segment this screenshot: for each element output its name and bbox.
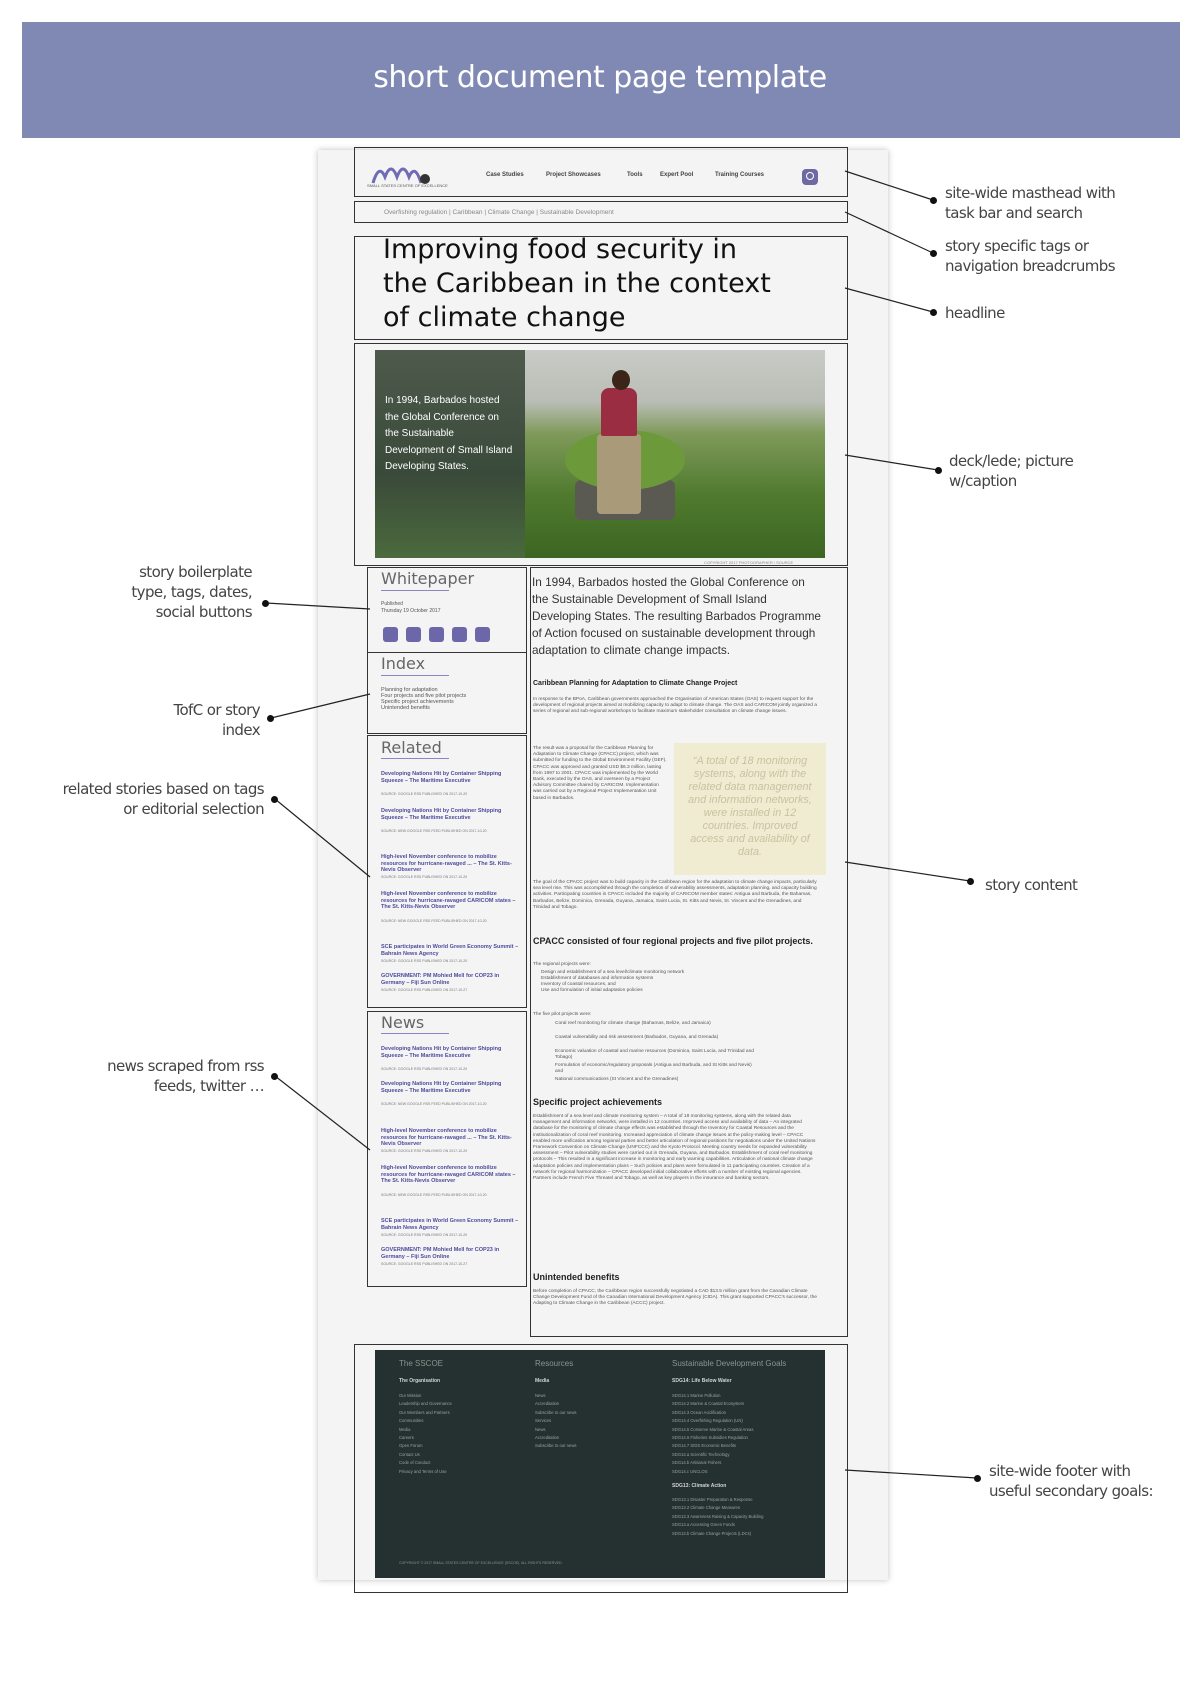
connector-dot (967, 878, 974, 885)
connector-dot (930, 309, 937, 316)
list-item: Establishment of databases and information systems (541, 976, 654, 981)
published-date: Thursday 19 October 2017 (381, 608, 441, 614)
nav-tools[interactable]: Tools (627, 172, 643, 178)
footer-link[interactable]: Communities (399, 1418, 424, 1424)
footer-link[interactable]: SDG13.b Climate Change Projects (LDCs) (672, 1530, 752, 1536)
footer-copyright: COPYRIGHT © 2017 SMALL STATES CENTRE OF EXCELLENCE (SSCOE). ALL RIGHTS RESERVED. (399, 1561, 563, 1565)
list-item: Use and formulation of initial adaptation policies (541, 988, 643, 993)
footer-link[interactable]: Contact Us (399, 1451, 420, 1457)
footer-link[interactable]: SDG14.5 Conserve Marine & Coastal Areas (672, 1426, 754, 1432)
list-item: Formulation of economic/regulatory proposals (Antigua and Barbuda, and St Kitts and Nevis) and (555, 1063, 752, 1075)
list-item: Coral reef monitoring for climate change (Bahamas, Belize, and Jamaica) (555, 1021, 711, 1026)
index-title: Index (381, 654, 426, 673)
news-title: News (381, 1013, 425, 1032)
section-heading: Caribbean Planning for Adaptation to Climate Change Project (533, 680, 738, 687)
list-item: Economic valuation of coastal and marine resources (Dominica, Saint Lucia, and Trinidad and Tobago) (555, 1049, 754, 1061)
footer-link[interactable]: Leadership and Governance (399, 1401, 452, 1407)
news-source: SOURCE: GOOGLE RSS PUBLISHED ON 2017-10-27 (381, 1262, 468, 1266)
related-title: Related (381, 738, 442, 757)
related-source: SOURCE: GOOGLE RSS PUBLISHED ON 2017-10-20 (381, 792, 468, 796)
footer-link[interactable]: SDG13.1 Disaster Preparation & Response (672, 1497, 753, 1502)
footer-link[interactable]: Subscribe to our news (535, 1409, 577, 1415)
footer-link[interactable]: SDG14.3 Ocean Acidification (672, 1409, 727, 1415)
news-source: SOURCE: NEW GOOGLE RSS FEED PUBLISHED ON 2017-10-20 (381, 1102, 487, 1106)
published-label: Published (381, 601, 403, 607)
footer-subheading: Media (535, 1378, 550, 1384)
news-source: SOURCE: GOOGLE RSS PUBLISHED ON 2017-10-20 (381, 1233, 468, 1237)
related-source: SOURCE: GOOGLE RSS PUBLISHED ON 2017-10-20 (381, 959, 468, 963)
connector-dot (974, 1475, 981, 1482)
nav-expert-pool[interactable]: Expert Pool (660, 172, 694, 178)
story-lede: In 1994, Barbados hosted the Global Conference on the Sustainable Development of Small Island Developing States. The resulting Barbados Programme of Action focused on sustainable development through adaptation to climate change impacts. (532, 575, 821, 657)
list-item: National communications (St Vincent and the Grenadines) (555, 1077, 679, 1082)
connector-dot (271, 796, 278, 803)
news-link[interactable]: SCE participates in World Green Economy Summit – Bahrain News Agency (381, 1218, 519, 1231)
annotation-story: story content (985, 876, 1078, 894)
index-item[interactable]: Unintended benefits (381, 705, 430, 711)
related-source: SOURCE: NEW GOOGLE RSS FEED PUBLISHED ON 2017-10-20 (381, 919, 487, 923)
index-item[interactable]: Specific project achievements (381, 699, 454, 705)
index-item[interactable]: Planning for adaptation (381, 687, 438, 693)
footer-link[interactable]: Accreditation (535, 1401, 560, 1407)
annotation-headline: headline (945, 304, 1005, 322)
footer-link[interactable]: Subscribe to our news (535, 1443, 577, 1449)
annotation-toc: TofC or story index (173, 701, 260, 739)
connector-dot (935, 467, 942, 474)
footer-column-title: The SSCOE (399, 1359, 444, 1368)
footer-link[interactable]: SDG14.1 Marine Pollution (672, 1393, 721, 1398)
footer-link[interactable]: Accreditation (535, 1435, 560, 1440)
section-heading: Unintended benefits (533, 1272, 620, 1282)
footer-link[interactable]: Our Members and Partners (399, 1409, 450, 1415)
section-heading: CPACC consisted of four regional projects and five pilot projects. (533, 936, 813, 946)
annotation-tags: story specific tags or navigation breadcrumbs (945, 237, 1115, 275)
footer-link[interactable]: SDG13.a Accessing Green Funds (672, 1522, 735, 1528)
connector-dot (262, 600, 269, 607)
photo-credit: COPYRIGHT 2017 PHOTOGRAPHER / SOURCE (704, 560, 794, 565)
whitepaper-title: Whitepaper (381, 569, 475, 588)
related-link[interactable]: SCE participates in World Green Economy Summit – Bahrain News Agency (381, 944, 519, 957)
pilot-intro: The five pilot projects were: (533, 1012, 592, 1017)
annotation-boilerplate: story boilerplate type, tags, dates, social buttons (131, 563, 252, 621)
news-link[interactable]: Developing Nations Hit by Container Shipping Squeeze – The Maritime Executive (381, 1046, 502, 1059)
annotation-masthead: site-wide masthead with task bar and search (945, 184, 1116, 222)
footer-link[interactable]: Privacy and Terms of Use (399, 1468, 447, 1474)
nav-training-courses[interactable]: Training Courses (715, 172, 765, 178)
news-link[interactable]: High-level November conference to mobilize resources for hurricane-ravaged ... – The St. Kitts-Nevis Observer (381, 1128, 512, 1148)
logo-text: SMALL STATES CENTRE OF EXCELLENCE (367, 183, 448, 188)
banner-title: short document page template (373, 60, 827, 95)
story-paragraph: Establishment of a sea level and climate monitoring system – A total of 18 monitoring systems, along with the related data management and information networks, were installed in 12 countries. Improved access and availability of data – An integrated database for the monitoring of climate change effects was established through the Inventory for Coastal Resources and the institutionalization of coral reef monitoring. Increased appreciation of climate change issues at the policy-making level – CPACC enabled more unification among regional parties and better articulation of regional positions for negotiations under the United Nations Framework Convention on Climate Change (UNFCCC) and the Kyoto Protocol. Meeting country needs for expanded vulnerability assessment – Pilot vulnerability studies were carried out in Grenada, Guyana, and Barbados. Establishment of coral reef monitoring protocols – This resulted in a significant increase in monitoring and early warning capabilities. Articulation of national climate change adaptation policies and implementation plans – Such policies and plans were formulated in 11 participating countries. Creation of a network for regional harmonization – CPACC developed initial collaborative efforts with a number of existing regional agencies. Partners include French Five Threatel and Tobago, as well as key players in the insurance and banking sectors. (533, 1114, 816, 1182)
page-headline: Improving food security in the Caribbean in the context of climate change (383, 234, 771, 333)
footer-link[interactable]: SDG14.2 Marine & Coastal Ecosystem (672, 1401, 745, 1407)
footer-link[interactable]: SDG14.b Artisanal Fishers (672, 1460, 722, 1466)
footer-link[interactable]: SDG14.7 SIDS Economic Benefits (672, 1443, 737, 1449)
story-paragraph: The result was a proposal for the Caribbean Planning for Adaptation to Climate Change (CPACC) project, which was submitted for funding to the Global Environment Facility (GEF). CPACC was approved and granted USD $6.3 million, lasting from 1997 to 2001. CPACC was implemented by the World Bank, executed by the OAS, and overseen by a Project Advisory Committee chaired by CARICOM. Implementation was carried out by a Regional Project Implementation Unit based in Barbados. (533, 746, 667, 801)
annotation-related: related stories based on tags or editorial selection (62, 780, 264, 818)
footer-link[interactable]: SDG14.a Scientific Technology (672, 1451, 730, 1457)
connector-dot (930, 250, 937, 257)
pull-quote: “A total of 18 monitoring systems, along with the related data management and information networks, were installed in 12 countries. Improved access and availability of data. (688, 755, 812, 858)
footer-column-title: Sustainable Development Goals (672, 1359, 787, 1368)
news-source: SOURCE: GOOGLE RSS PUBLISHED ON 2017-10-20 (381, 1067, 468, 1071)
list-item: Inventory of coastal resources, and (541, 982, 616, 987)
footer-link[interactable]: Open Forum (399, 1443, 423, 1449)
footer-link[interactable]: SDG14.c UNCLOS (672, 1468, 708, 1474)
list-item: Design and establishment of a sea level/climate monitoring network (541, 970, 685, 975)
footer-subheading: The Organisation (399, 1378, 441, 1384)
related-source: SOURCE: NEW GOOGLE RSS FEED PUBLISHED ON 2017-10-20 (381, 829, 487, 833)
hero-caption: In 1994, Barbados hosted the Global Conference on the Sustainable Development of Small Island Developing States. (385, 395, 513, 472)
related-link[interactable]: Developing Nations Hit by Container Shipping Squeeze – The Maritime Executive (381, 771, 502, 784)
annotation-deck: deck/lede; picture w/caption (949, 452, 1074, 490)
related-source: SOURCE: GOOGLE RSS PUBLISHED ON 2017-10-20 (381, 875, 468, 879)
related-link[interactable]: Developing Nations Hit by Container Shipping Squeeze – The Maritime Executive (381, 808, 502, 821)
footer-link[interactable]: Media (399, 1426, 411, 1432)
section-heading: Specific project achievements (533, 1097, 663, 1107)
news-link[interactable]: High-level November conference to mobilize resources for hurricane-ravaged CARICOM states – The St. Kitts-Nevis Observer (381, 1165, 516, 1185)
footer-subheading: SDG13: Climate Action (672, 1483, 727, 1489)
related-source: SOURCE: GOOGLE RSS PUBLISHED ON 2017-10-27 (381, 988, 468, 992)
annotation-footer: site-wide footer with useful secondary goals: (989, 1462, 1153, 1500)
connector-dot (271, 1073, 278, 1080)
story-paragraph: The goal of the CPACC project was to build capacity in the Caribbean region for the adaptation to climate change impacts, particularly sea level rise. This was accomplished through the completion of vulnerability assessments, adaptation planning, and capacity building activities. Participating countries in CPACC included the majority of CARICOM member states: Antigua and Barbuda, the Bahamas, Barbados, Belize, Dominica, Grenada, Guyana, Jamaica, Saint Lucia, St. Kitts and Nevis, St. Vincent and the Grenadines, and Trinidad and Tobago. (533, 880, 817, 910)
footer-link[interactable]: News (535, 1426, 546, 1432)
footer-link[interactable]: SDG14.4 Overfishing Regulation (UN) (672, 1418, 743, 1424)
nav-project-showcases[interactable]: Project Showcases (546, 172, 601, 178)
regional-intro: The regional projects were: (533, 962, 591, 967)
news-source: SOURCE: GOOGLE RSS PUBLISHED ON 2017-10-20 (381, 1149, 468, 1153)
news-link[interactable]: GOVERNMENT: PM Mohied Mell for COP23 in Germany – Fiji Sun Online (381, 1247, 500, 1260)
footer-link[interactable]: News (535, 1393, 546, 1398)
breadcrumb[interactable]: Overfishing regulation | Caribbean | Climate Change | Sustainable Development (384, 209, 614, 216)
index-item[interactable]: Four projects and five pilot projects (381, 693, 467, 699)
related-link[interactable]: High-level November conference to mobilize resources for hurricane-ravaged ... – The St. Kitts-Nevis Observer (381, 854, 512, 874)
footer-column-title: Resources (535, 1359, 574, 1368)
footer-link[interactable]: Code of Conduct (399, 1460, 431, 1466)
nav-case-studies[interactable]: Case Studies (486, 172, 524, 178)
footer-link[interactable]: Our Mission (399, 1393, 422, 1398)
footer-link[interactable]: SDG13.3 Awareness Raising & Capacity Building (672, 1513, 764, 1519)
list-item: Coastal vulnerability and risk assessment (Barbados, Guyana, and Grenada) (555, 1035, 719, 1040)
footer-link[interactable]: Careers (399, 1435, 414, 1440)
connector-dot (930, 197, 937, 204)
story-paragraph: Before completion of CPACC, the Caribbean region successfully negotiated a CAD $13.5 million grant from the Canadian Climate Change Development Fund of the Canadian International Development Agency (CIDA). This grant supported CPACC's successor, the Adapting to Climate Change in the Caribbean (ACCC) project. (533, 1289, 817, 1307)
news-link[interactable]: Developing Nations Hit by Container Shipping Squeeze – The Maritime Executive (381, 1081, 502, 1094)
footer-link[interactable]: SDG13.2 Climate Change Measures (672, 1505, 740, 1511)
footer-link[interactable]: Services (535, 1418, 552, 1424)
connector-dot (267, 715, 274, 722)
footer-link[interactable]: SDG14.6 Fisheries Subsidies Regulation (672, 1435, 748, 1440)
related-link[interactable]: High-level November conference to mobilize resources for hurricane-ravaged CARICOM states – The St. Kitts-Nevis Observer (381, 891, 516, 911)
annotation-news: news scraped from rss feeds, twitter … (107, 1057, 264, 1095)
related-link[interactable]: GOVERNMENT: PM Mohied Mell for COP23 in Germany – Fiji Sun Online (381, 973, 500, 986)
story-paragraph: In response to the BPoA, Caribbean governments approached the Organisation of American States (OAS) to request support for the development of regional projects aimed at mobilizing capacity to adapt to climate change. The OAS and CARICOM jointly organized a series of regional and sub-regional workshops to facilitate maximum stakeholder consultation on climate change issues. (533, 697, 817, 715)
footer-subheading: SDG14: Life Below Water (672, 1378, 732, 1384)
news-source: SOURCE: NEW GOOGLE RSS FEED PUBLISHED ON 2017-10-20 (381, 1193, 487, 1197)
